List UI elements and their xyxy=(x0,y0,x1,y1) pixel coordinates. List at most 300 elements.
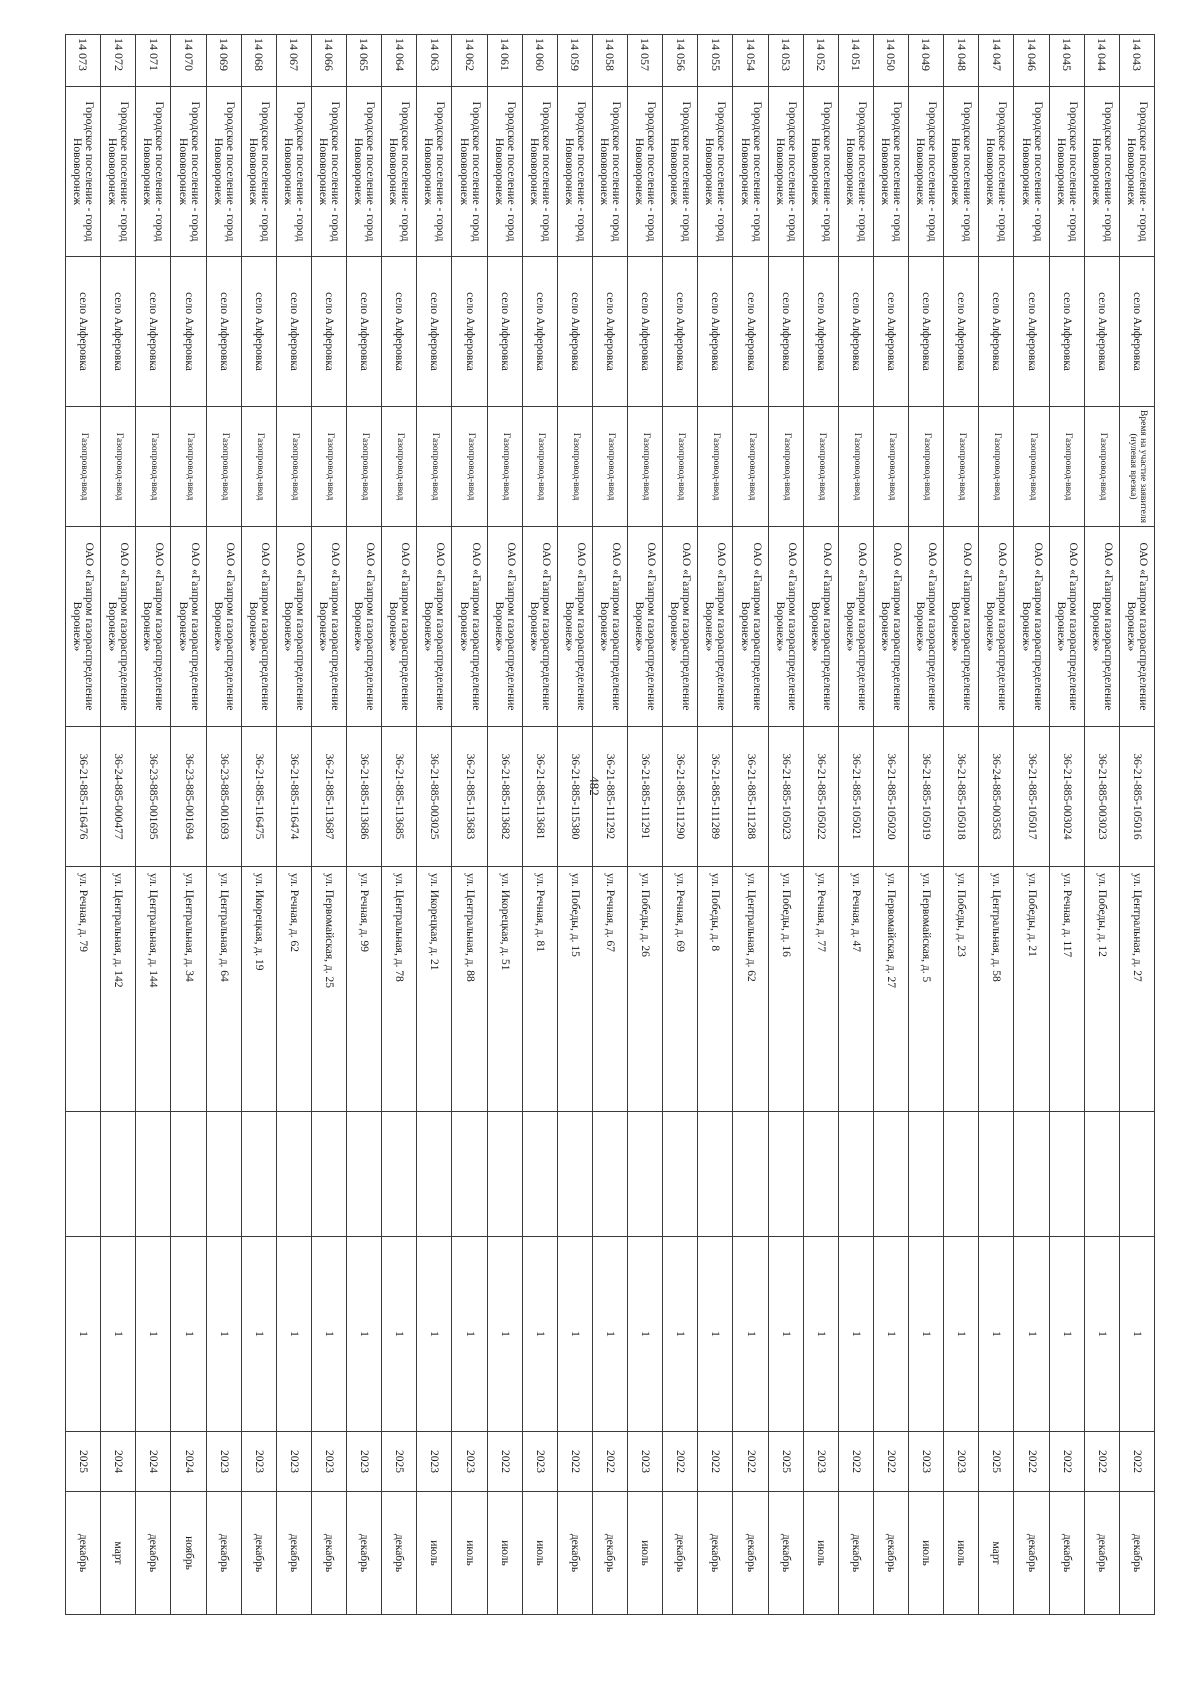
operator-cell: ОАО «Газпром газораспределение Воронеж» xyxy=(979,527,1014,727)
code-cell: 36-21-885-113687 xyxy=(312,727,347,867)
settlement-cell: Городское поселение - город Нововоронеж xyxy=(803,87,838,257)
object-cell: Газопровод-ввод xyxy=(944,407,979,527)
blank-cell xyxy=(698,1112,733,1237)
row-number: 14 055 xyxy=(698,35,733,87)
year-cell: 2024 xyxy=(136,1432,171,1492)
operator-cell: ОАО «Газпром газораспределение Воронеж» xyxy=(276,527,311,727)
locality-cell: село Алферовка xyxy=(979,257,1014,407)
settlement-cell: Городское поселение - город Нововоронеж xyxy=(522,87,557,257)
month-cell: декабрь xyxy=(593,1492,628,1615)
row-number: 14 046 xyxy=(1014,35,1049,87)
object-cell: Газопровод-ввод xyxy=(347,407,382,527)
address-cell: ул. Центральная, д. 34 xyxy=(171,867,206,1112)
year-cell: 2022 xyxy=(838,1432,873,1492)
month-cell: июль xyxy=(944,1492,979,1615)
year-cell: 2025 xyxy=(382,1432,417,1492)
settlement-cell: Городское поселение - город Нововоронеж xyxy=(136,87,171,257)
address-cell: ул. Центральная, д. 78 xyxy=(382,867,417,1112)
row-number: 14 056 xyxy=(663,35,698,87)
row-number: 14 071 xyxy=(136,35,171,87)
address-cell: ул. Речная, д. 67 xyxy=(593,867,628,1112)
operator-cell: ОАО «Газпром газораспределение Воронеж» xyxy=(417,527,452,727)
year-cell: 2023 xyxy=(347,1432,382,1492)
operator-cell: ОАО «Газпром газораспределение Воронеж» xyxy=(136,527,171,727)
month-cell: декабрь xyxy=(347,1492,382,1615)
table-row xyxy=(312,35,347,1615)
quantity-cell: 1 xyxy=(136,1237,171,1432)
operator-cell: ОАО «Газпром газораспределение Воронеж» xyxy=(171,527,206,727)
month-cell: декабрь xyxy=(241,1492,276,1615)
blank-cell xyxy=(628,1112,663,1237)
object-cell: Газопровод-ввод xyxy=(312,407,347,527)
settlement-cell: Городское поселение - город Нововоронеж xyxy=(874,87,909,257)
quantity-cell: 1 xyxy=(101,1237,136,1432)
settlement-cell: Городское поселение - город Нововоронеж xyxy=(768,87,803,257)
operator-cell: ОАО «Газпром газораспределение Воронеж» xyxy=(347,527,382,727)
month-cell: декабрь xyxy=(1049,1492,1084,1615)
blank-cell xyxy=(874,1112,909,1237)
month-cell: июль xyxy=(803,1492,838,1615)
month-cell: ноябрь xyxy=(171,1492,206,1615)
quantity-cell: 1 xyxy=(417,1237,452,1432)
settlement-cell: Городское поселение - город Нововоронеж xyxy=(593,87,628,257)
year-cell: 2023 xyxy=(206,1432,241,1492)
settlement-cell: Городское поселение - город Нововоронеж xyxy=(417,87,452,257)
code-cell: 36-21-885-113683 xyxy=(452,727,487,867)
year-cell: 2023 xyxy=(909,1432,944,1492)
address-cell: ул. Победы, д. 15 xyxy=(557,867,592,1112)
quantity-cell: 1 xyxy=(1119,1237,1154,1432)
year-cell: 2023 xyxy=(276,1432,311,1492)
address-cell: ул. Центральная, д. 62 xyxy=(733,867,768,1112)
code-cell: 36-21-885-105023 xyxy=(768,727,803,867)
code-cell: 36-21-885-105018 xyxy=(944,727,979,867)
code-cell: 36-21-885-113681 xyxy=(522,727,557,867)
quantity-cell: 1 xyxy=(663,1237,698,1432)
row-number: 14 044 xyxy=(1084,35,1119,87)
object-cell: Газопровод-ввод xyxy=(979,407,1014,527)
operator-cell: ОАО «Газпром газораспределение Воронеж» xyxy=(382,527,417,727)
locality-cell: село Алферовка xyxy=(136,257,171,407)
object-cell: Газопровод-ввод xyxy=(698,407,733,527)
table-row xyxy=(347,35,382,1615)
quantity-cell: 1 xyxy=(1014,1237,1049,1432)
settlement-cell: Городское поселение - город Нововоронеж xyxy=(1014,87,1049,257)
year-cell: 2022 xyxy=(1014,1432,1049,1492)
locality-cell: село Алферовка xyxy=(101,257,136,407)
address-cell: ул. Речная, д. 47 xyxy=(838,867,873,1112)
table-row xyxy=(66,35,101,1615)
settlement-cell: Городское поселение - город Нововоронеж xyxy=(944,87,979,257)
code-cell: 36-21-885-105020 xyxy=(874,727,909,867)
row-number: 14 049 xyxy=(909,35,944,87)
blank-cell xyxy=(171,1112,206,1237)
table-row xyxy=(101,35,136,1615)
month-cell: декабрь xyxy=(1119,1492,1154,1615)
object-cell: Газопровод-ввод xyxy=(557,407,592,527)
code-cell: 36-21-885-111291 xyxy=(628,727,663,867)
locality-cell: село Алферовка xyxy=(241,257,276,407)
object-cell: Время на участие заявителя (нулевая врезка) xyxy=(1119,407,1154,527)
object-cell: Газопровод-ввод xyxy=(522,407,557,527)
code-cell: 36-21-885-115380 xyxy=(557,727,592,867)
settlement-cell: Городское поселение - город Нововоронеж xyxy=(206,87,241,257)
code-cell: 36-21-885-003024 xyxy=(1049,727,1084,867)
month-cell: июль xyxy=(628,1492,663,1615)
code-cell: 36-21-885-113686 xyxy=(347,727,382,867)
year-cell: 2025 xyxy=(66,1432,101,1492)
month-cell: декабрь xyxy=(733,1492,768,1615)
blank-cell xyxy=(1119,1112,1154,1237)
address-cell: ул. Победы, д. 8 xyxy=(698,867,733,1112)
row-number: 14 058 xyxy=(593,35,628,87)
quantity-cell: 1 xyxy=(733,1237,768,1432)
blank-cell xyxy=(733,1112,768,1237)
quantity-cell: 1 xyxy=(276,1237,311,1432)
table-row xyxy=(417,35,452,1615)
code-cell: 36-21-885-111290 xyxy=(663,727,698,867)
table-row xyxy=(733,35,768,1615)
code-cell: 36-24-885-003563 xyxy=(979,727,1014,867)
month-cell: март xyxy=(101,1492,136,1615)
address-cell: ул. Победы, д. 16 xyxy=(768,867,803,1112)
operator-cell: ОАО «Газпром газораспределение Воронеж» xyxy=(909,527,944,727)
settlement-cell: Городское поселение - город Нововоронеж xyxy=(698,87,733,257)
blank-cell xyxy=(909,1112,944,1237)
table-row xyxy=(487,35,522,1615)
quantity-cell: 1 xyxy=(1049,1237,1084,1432)
object-cell: Газопровод-ввод xyxy=(241,407,276,527)
code-cell: 36-21-885-105019 xyxy=(909,727,944,867)
row-number: 14 059 xyxy=(557,35,592,87)
settlement-cell: Городское поселение - город Нововоронеж xyxy=(733,87,768,257)
object-cell: Газопровод-ввод xyxy=(628,407,663,527)
locality-cell: село Алферовка xyxy=(487,257,522,407)
operator-cell: ОАО «Газпром газораспределение Воронеж» xyxy=(698,527,733,727)
month-cell: декабрь xyxy=(136,1492,171,1615)
gas-connection-table xyxy=(65,34,1155,1615)
year-cell: 2022 xyxy=(1049,1432,1084,1492)
address-cell: ул. Центральная, д. 58 xyxy=(979,867,1014,1112)
operator-cell: ОАО «Газпром газораспределение Воронеж» xyxy=(1049,527,1084,727)
settlement-cell: Городское поселение - город Нововоронеж xyxy=(312,87,347,257)
table-row xyxy=(838,35,873,1615)
object-cell: Газопровод-ввод xyxy=(171,407,206,527)
year-cell: 2023 xyxy=(241,1432,276,1492)
quantity-cell: 1 xyxy=(593,1237,628,1432)
blank-cell xyxy=(557,1112,592,1237)
year-cell: 2022 xyxy=(663,1432,698,1492)
month-cell: декабрь xyxy=(768,1492,803,1615)
locality-cell: село Алферовка xyxy=(803,257,838,407)
locality-cell: село Алферовка xyxy=(1084,257,1119,407)
code-cell: 36-21-885-111292 xyxy=(593,727,628,867)
locality-cell: село Алферовка xyxy=(522,257,557,407)
month-cell: декабрь xyxy=(663,1492,698,1615)
object-cell: Газопровод-ввод xyxy=(66,407,101,527)
operator-cell: ОАО «Газпром газораспределение Воронеж» xyxy=(101,527,136,727)
month-cell: июль xyxy=(909,1492,944,1615)
table-row xyxy=(979,35,1014,1615)
settlement-cell: Городское поселение - город Нововоронеж xyxy=(909,87,944,257)
table-row xyxy=(171,35,206,1615)
year-cell: 2022 xyxy=(487,1432,522,1492)
code-cell: 36-21-885-105017 xyxy=(1014,727,1049,867)
year-cell: 2023 xyxy=(312,1432,347,1492)
table-row xyxy=(1014,35,1049,1615)
settlement-cell: Городское поселение - город Нововоронеж xyxy=(241,87,276,257)
address-cell: ул. Первомайская, д. 5 xyxy=(909,867,944,1112)
row-number: 14 045 xyxy=(1049,35,1084,87)
quantity-cell: 1 xyxy=(557,1237,592,1432)
month-cell: декабрь xyxy=(206,1492,241,1615)
locality-cell: село Алферовка xyxy=(171,257,206,407)
table-row xyxy=(803,35,838,1615)
locality-cell: село Алферовка xyxy=(768,257,803,407)
table-row xyxy=(557,35,592,1615)
code-cell: 36-24-885-000477 xyxy=(101,727,136,867)
address-cell: ул. Центральная, д. 142 xyxy=(101,867,136,1112)
code-cell: 36-21-885-105022 xyxy=(803,727,838,867)
operator-cell: ОАО «Газпром газораспределение Воронеж» xyxy=(66,527,101,727)
operator-cell: ОАО «Газпром газораспределение Воронеж» xyxy=(1014,527,1049,727)
blank-cell xyxy=(101,1112,136,1237)
month-cell: декабрь xyxy=(1084,1492,1119,1615)
object-cell: Газопровод-ввод xyxy=(733,407,768,527)
settlement-cell: Городское поселение - город Нововоронеж xyxy=(557,87,592,257)
object-cell: Газопровод-ввод xyxy=(1014,407,1049,527)
month-cell: июль xyxy=(417,1492,452,1615)
operator-cell: ОАО «Газпром газораспределение Воронеж» xyxy=(487,527,522,727)
object-cell: Газопровод-ввод xyxy=(1049,407,1084,527)
month-cell: июль xyxy=(522,1492,557,1615)
code-cell: 36-21-885-113685 xyxy=(382,727,417,867)
row-number: 14 054 xyxy=(733,35,768,87)
year-cell: 2023 xyxy=(628,1432,663,1492)
year-cell: 2023 xyxy=(417,1432,452,1492)
blank-cell xyxy=(1049,1112,1084,1237)
year-cell: 2022 xyxy=(874,1432,909,1492)
locality-cell: село Алферовка xyxy=(1049,257,1084,407)
address-cell: ул. Речная, д. 77 xyxy=(803,867,838,1112)
quantity-cell: 1 xyxy=(66,1237,101,1432)
operator-cell: ОАО «Газпром газораспределение Воронеж» xyxy=(312,527,347,727)
quantity-cell: 1 xyxy=(1084,1237,1119,1432)
locality-cell: село Алферовка xyxy=(557,257,592,407)
settlement-cell: Городское поселение - город Нововоронеж xyxy=(487,87,522,257)
blank-cell xyxy=(838,1112,873,1237)
blank-cell xyxy=(66,1112,101,1237)
locality-cell: село Алферовка xyxy=(593,257,628,407)
settlement-cell: Городское поселение - город Нововоронеж xyxy=(979,87,1014,257)
blank-cell xyxy=(768,1112,803,1237)
table-row xyxy=(1119,35,1154,1615)
operator-cell: ОАО «Газпром газораспределение Воронеж» xyxy=(1119,527,1154,727)
table-row xyxy=(206,35,241,1615)
blank-cell xyxy=(803,1112,838,1237)
object-cell: Газопровод-ввод xyxy=(663,407,698,527)
table-row xyxy=(663,35,698,1615)
code-cell: 36-23-885-001695 xyxy=(136,727,171,867)
blank-cell xyxy=(347,1112,382,1237)
operator-cell: ОАО «Газпром газораспределение Воронеж» xyxy=(663,527,698,727)
blank-cell xyxy=(206,1112,241,1237)
settlement-cell: Городское поселение - город Нововоронеж xyxy=(452,87,487,257)
address-cell: ул. Речная, д. 69 xyxy=(663,867,698,1112)
month-cell: декабрь xyxy=(312,1492,347,1615)
locality-cell: село Алферовка xyxy=(452,257,487,407)
locality-cell: село Алферовка xyxy=(206,257,241,407)
locality-cell: село Алферовка xyxy=(276,257,311,407)
operator-cell: ОАО «Газпром газораспределение Воронеж» xyxy=(768,527,803,727)
address-cell: ул. Победы, д. 21 xyxy=(1014,867,1049,1112)
address-cell: ул. Победы, д. 23 xyxy=(944,867,979,1112)
table-row xyxy=(874,35,909,1615)
code-cell: 36-21-885-111288 xyxy=(733,727,768,867)
row-number: 14 053 xyxy=(768,35,803,87)
blank-cell xyxy=(979,1112,1014,1237)
quantity-cell: 1 xyxy=(487,1237,522,1432)
settlement-cell: Городское поселение - город Нововоронеж xyxy=(628,87,663,257)
blank-cell xyxy=(1084,1112,1119,1237)
blank-cell xyxy=(382,1112,417,1237)
object-cell: Газопровод-ввод xyxy=(276,407,311,527)
code-cell: 36-21-885-113682 xyxy=(487,727,522,867)
row-number: 14 050 xyxy=(874,35,909,87)
object-cell: Газопровод-ввод xyxy=(382,407,417,527)
operator-cell: ОАО «Газпром газораспределение Воронеж» xyxy=(452,527,487,727)
row-number: 14 073 xyxy=(66,35,101,87)
locality-cell: село Алферовка xyxy=(698,257,733,407)
object-cell: Газопровод-ввод xyxy=(101,407,136,527)
address-cell: ул. Икорецкая, д. 19 xyxy=(241,867,276,1112)
address-cell: ул. Победы, д. 26 xyxy=(628,867,663,1112)
table-body xyxy=(66,35,1155,1615)
locality-cell: село Алферовка xyxy=(909,257,944,407)
quantity-cell: 1 xyxy=(347,1237,382,1432)
quantity-cell: 1 xyxy=(698,1237,733,1432)
settlement-cell: Городское поселение - город Нововоронеж xyxy=(347,87,382,257)
settlement-cell: Городское поселение - город Нововоронеж xyxy=(1084,87,1119,257)
code-cell: 36-21-885-116475 xyxy=(241,727,276,867)
object-cell: Газопровод-ввод xyxy=(136,407,171,527)
table-row xyxy=(1084,35,1119,1615)
row-number: 14 063 xyxy=(417,35,452,87)
month-cell: декабрь xyxy=(557,1492,592,1615)
address-cell: ул. Победы, д. 12 xyxy=(1084,867,1119,1112)
quantity-cell: 1 xyxy=(768,1237,803,1432)
code-cell: 36-21-885-105021 xyxy=(838,727,873,867)
blank-cell xyxy=(487,1112,522,1237)
quantity-cell: 1 xyxy=(171,1237,206,1432)
object-cell: Газопровод-ввод xyxy=(1084,407,1119,527)
month-cell: март xyxy=(979,1492,1014,1615)
row-number: 14 072 xyxy=(101,35,136,87)
locality-cell: село Алферовка xyxy=(733,257,768,407)
year-cell: 2022 xyxy=(557,1432,592,1492)
row-number: 14 061 xyxy=(487,35,522,87)
blank-cell xyxy=(593,1112,628,1237)
address-cell: ул. Речная, д. 117 xyxy=(1049,867,1084,1112)
month-cell: декабрь xyxy=(698,1492,733,1615)
code-cell: 36-21-885-116474 xyxy=(276,727,311,867)
operator-cell: ОАО «Газпром газораспределение Воронеж» xyxy=(944,527,979,727)
address-cell: ул. Икорецкая, д. 21 xyxy=(417,867,452,1112)
month-cell: декабрь xyxy=(1014,1492,1049,1615)
object-cell: Газопровод-ввод xyxy=(803,407,838,527)
object-cell: Газопровод-ввод xyxy=(452,407,487,527)
operator-cell: ОАО «Газпром газораспределение Воронеж» xyxy=(628,527,663,727)
operator-cell: ОАО «Газпром газораспределение Воронеж» xyxy=(1084,527,1119,727)
object-cell: Газопровод-ввод xyxy=(768,407,803,527)
operator-cell: ОАО «Газпром газораспределение Воронеж» xyxy=(593,527,628,727)
locality-cell: село Алферовка xyxy=(312,257,347,407)
address-cell: ул. Первомайская, д. 25 xyxy=(312,867,347,1112)
year-cell: 2022 xyxy=(593,1432,628,1492)
table-row xyxy=(593,35,628,1615)
object-cell: Газопровод-ввод xyxy=(417,407,452,527)
quantity-cell: 1 xyxy=(241,1237,276,1432)
quantity-cell: 1 xyxy=(382,1237,417,1432)
object-cell: Газопровод-ввод xyxy=(206,407,241,527)
operator-cell: ОАО «Газпром газораспределение Воронеж» xyxy=(522,527,557,727)
table-row xyxy=(768,35,803,1615)
quantity-cell: 1 xyxy=(979,1237,1014,1432)
row-number: 14 067 xyxy=(276,35,311,87)
object-cell: Газопровод-ввод xyxy=(593,407,628,527)
year-cell: 2024 xyxy=(101,1432,136,1492)
code-cell: 36-21-885-105016 xyxy=(1119,727,1154,867)
table-row xyxy=(241,35,276,1615)
code-cell: 36-21-885-003025 xyxy=(417,727,452,867)
page-number: 482 xyxy=(587,776,602,796)
month-cell: декабрь xyxy=(382,1492,417,1615)
locality-cell: село Алферовка xyxy=(838,257,873,407)
settlement-cell: Городское поселение - город Нововоронеж xyxy=(171,87,206,257)
settlement-cell: Городское поселение - город Нововоронеж xyxy=(382,87,417,257)
operator-cell: ОАО «Газпром газораспределение Воронеж» xyxy=(874,527,909,727)
address-cell: ул. Речная, д. 81 xyxy=(522,867,557,1112)
locality-cell: село Алферовка xyxy=(66,257,101,407)
object-cell: Газопровод-ввод xyxy=(487,407,522,527)
table-row xyxy=(628,35,663,1615)
year-cell: 2023 xyxy=(522,1432,557,1492)
address-cell: ул. Икорецкая, д. 51 xyxy=(487,867,522,1112)
object-cell: Газопровод-ввод xyxy=(874,407,909,527)
locality-cell: село Алферовка xyxy=(417,257,452,407)
locality-cell: село Алферовка xyxy=(944,257,979,407)
month-cell: декабрь xyxy=(66,1492,101,1615)
quantity-cell: 1 xyxy=(206,1237,241,1432)
address-cell: ул. Речная, д. 79 xyxy=(66,867,101,1112)
settlement-cell: Городское поселение - город Нововоронеж xyxy=(1049,87,1084,257)
operator-cell: ОАО «Газпром газораспределение Воронеж» xyxy=(241,527,276,727)
locality-cell: село Алферовка xyxy=(347,257,382,407)
row-number: 14 066 xyxy=(312,35,347,87)
blank-cell xyxy=(241,1112,276,1237)
operator-cell: ОАО «Газпром газораспределение Воронеж» xyxy=(557,527,592,727)
row-number: 14 065 xyxy=(347,35,382,87)
row-number: 14 068 xyxy=(241,35,276,87)
quantity-cell: 1 xyxy=(838,1237,873,1432)
month-cell: декабрь xyxy=(838,1492,873,1615)
blank-cell xyxy=(417,1112,452,1237)
blank-cell xyxy=(1014,1112,1049,1237)
row-number: 14 043 xyxy=(1119,35,1154,87)
row-number: 14 060 xyxy=(522,35,557,87)
year-cell: 2022 xyxy=(1084,1432,1119,1492)
quantity-cell: 1 xyxy=(944,1237,979,1432)
